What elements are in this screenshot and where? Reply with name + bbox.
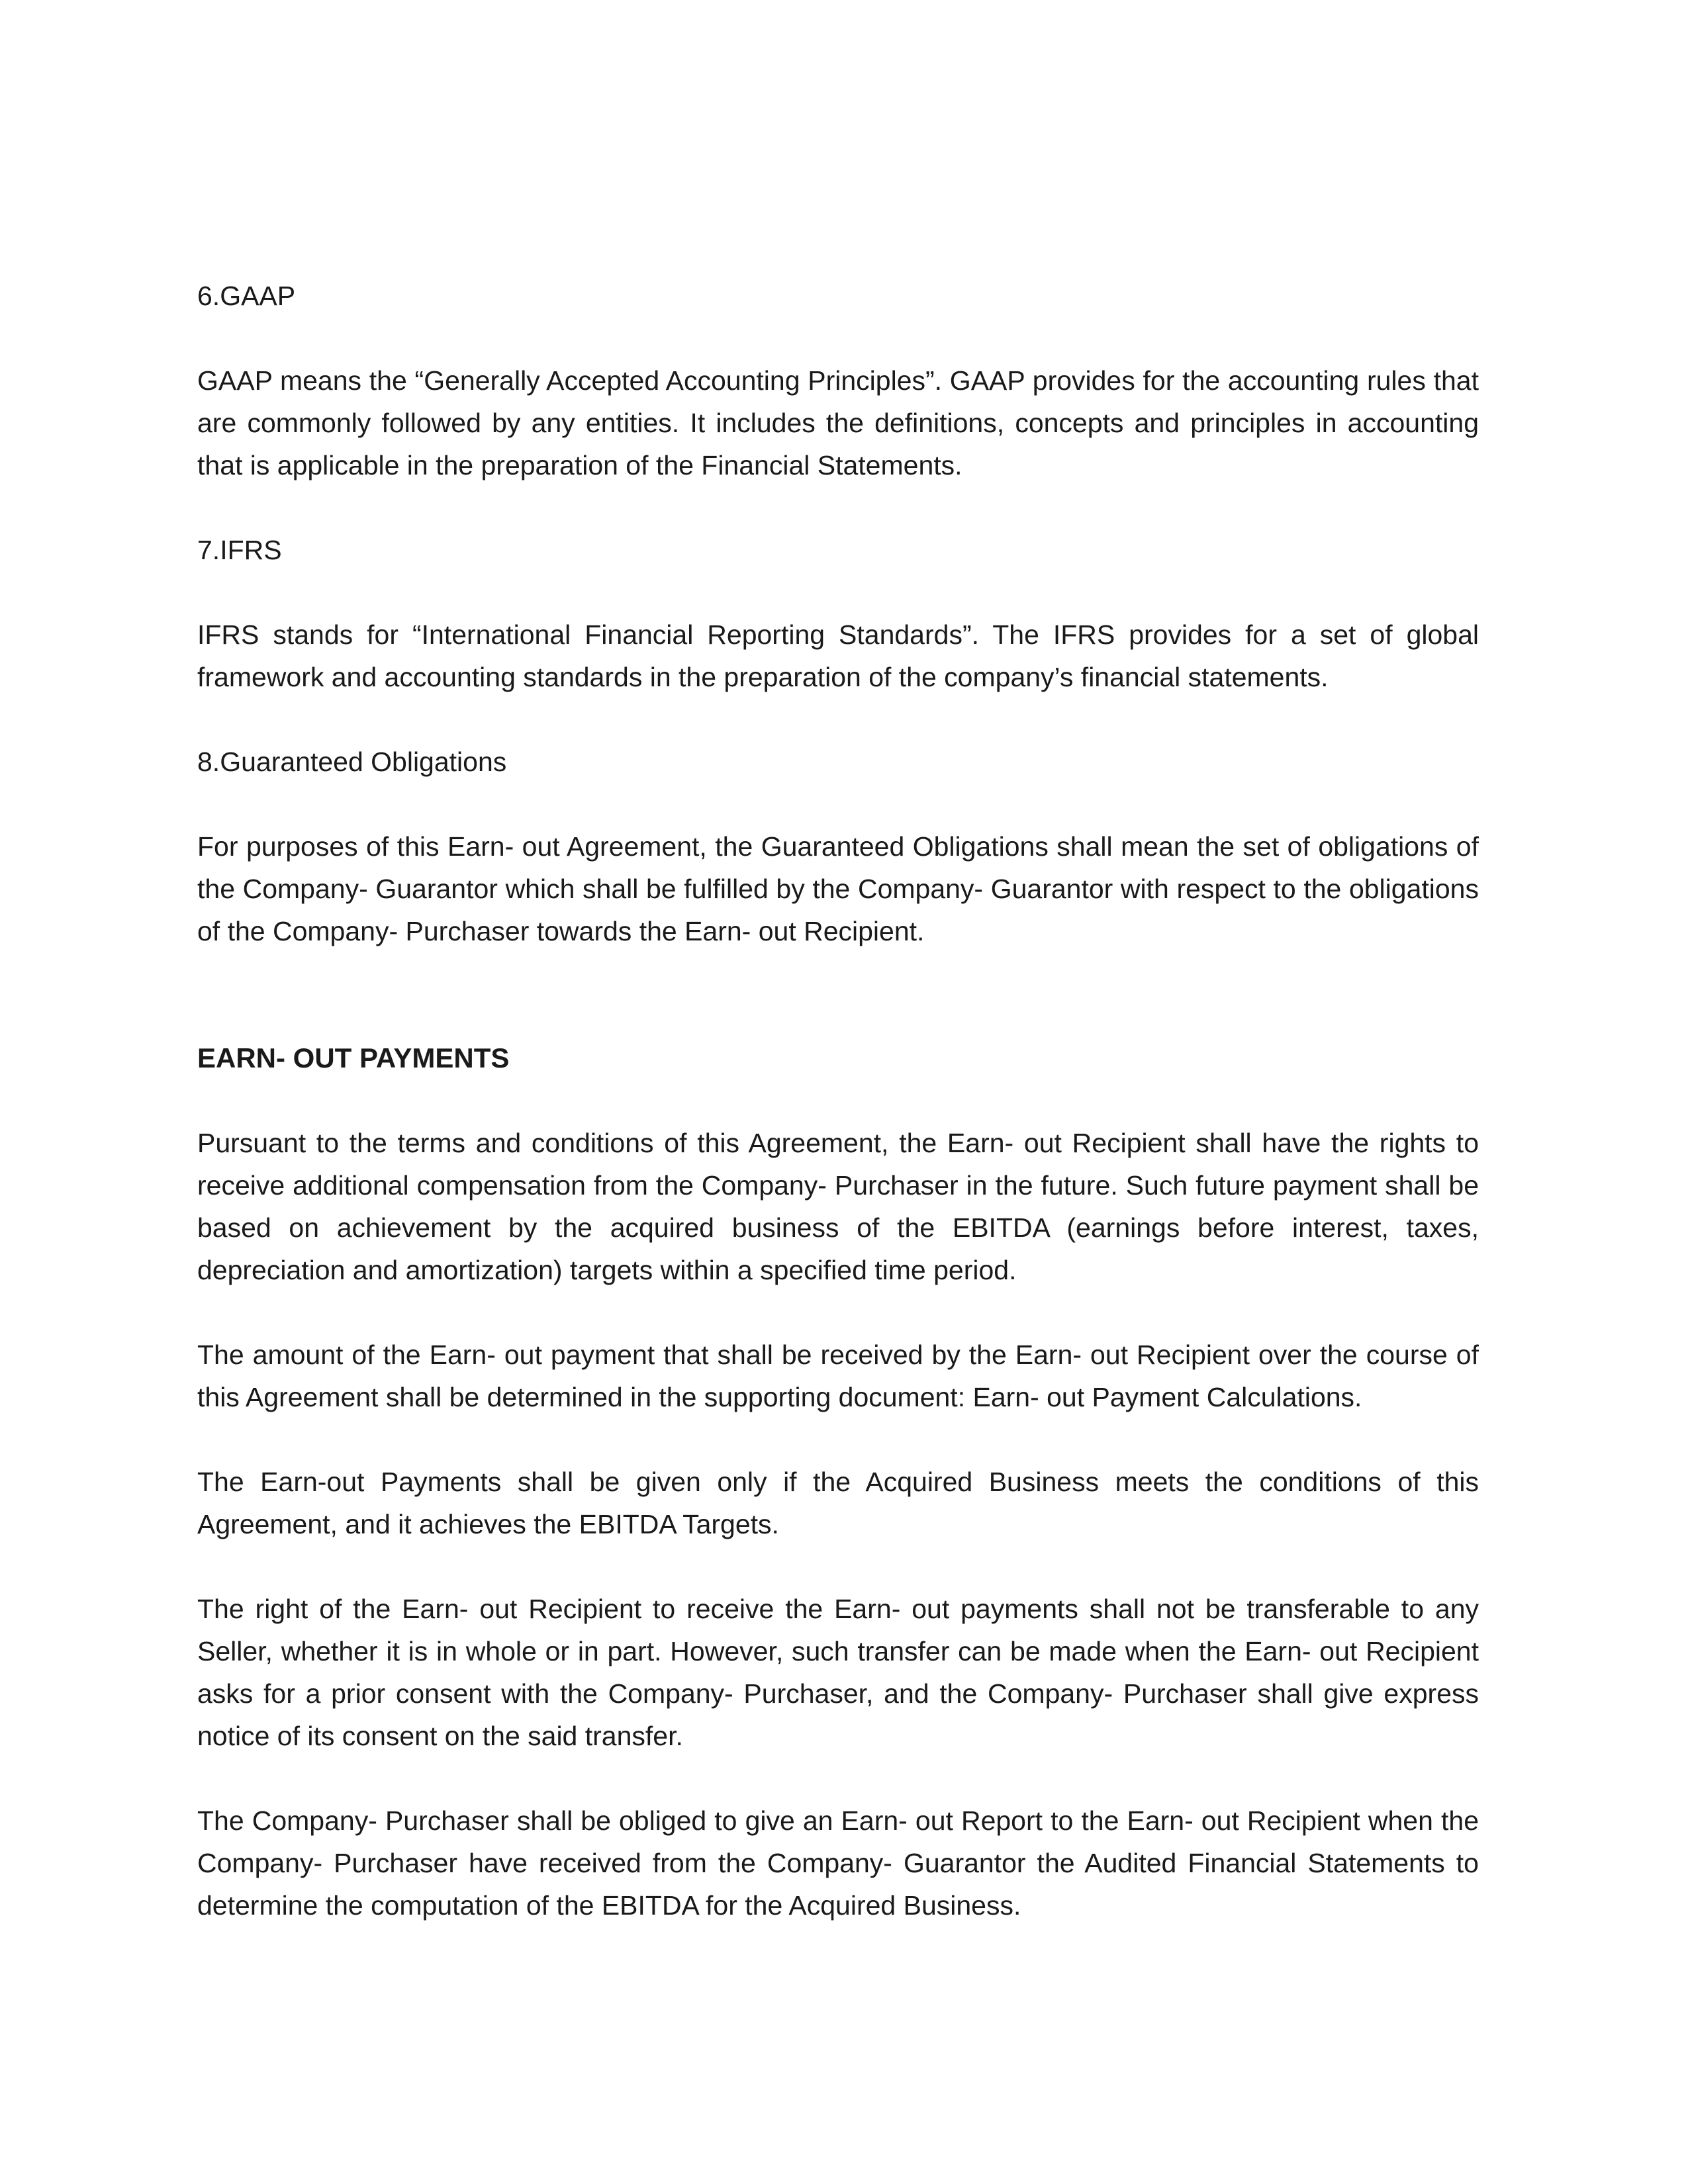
definition-guaranteed-obligations: [197, 741, 1479, 952]
section-paragraph: Pursuant to the terms and conditions of this Agreement, the Earn- out Recipient shall have the rights to receive additional compensation from the Company- Purchaser in the future. Such future payment shall be based on achievement by the acquired business of the EBITDA (earnings before interest, taxes, depreciation and amortization) targets within a specified time period.: [197, 1128, 1479, 1285]
section-paragraph: The right of the Earn- out Recipient to receive the Earn- out payments shall not be transferable to any Seller, whether it is in whole or in part. However, such transfer can be made when the Earn- out Recipient asks for a prior consent with the Company- Purchaser, and the Company- Purchaser shall give express notice of its consent on the said transfer.: [197, 1594, 1479, 1751]
section-heading: EARN- OUT PAYMENTS: [197, 1042, 510, 1073]
section-paragraph: The Earn-out Payments shall be given only if the Acquired Business meets the conditions of this Agreement, and it achieves the EBITDA Targets.: [197, 1467, 1479, 1539]
definition-title: 7.IFRS: [197, 535, 282, 565]
definition-body: IFRS stands for “International Financial Reporting Standards”. The IFRS provides for a set of global framework and accounting standards in the preparation of the company’s financial statements.: [197, 619, 1479, 692]
definition-body: GAAP means the “Generally Accepted Accounting Principles”. GAAP provides for the accounting rules that are commonly followed by any entities. It includes the definitions, concepts and principles in accounting that is applicable in the preparation of the Financial Statements.: [197, 365, 1479, 480]
section-paragraph: The amount of the Earn- out payment that shall be received by the Earn- out Recipient over the course of this Agreement shall be determined in the supporting document: Earn- out Payment Calculations.: [197, 1340, 1479, 1412]
definition-title: 6.GAAP: [197, 281, 296, 311]
section-paragraph: The Company- Purchaser shall be obliged to give an Earn- out Report to the Earn- out Recipient when the Company- Purchaser have received from the Company- Guarantor the Audited Financial Statements to determine the computation of the EBITDA for the Acquired Business.: [197, 1805, 1479, 1921]
document-page: [197, 275, 1479, 1927]
definition-gaap: [197, 275, 1479, 486]
definition-ifrs: [197, 529, 1479, 698]
earn-out-payments-section: [197, 1037, 1479, 1927]
definition-body: For purposes of this Earn- out Agreement, the Guaranteed Obligations shall mean the set of obligations of the Company- Guarantor which shall be fulfilled by the Company- Guarantor with respect to the obligations of the Company- Purchaser towards the Earn- out Recipient.: [197, 831, 1479, 946]
definition-title: 8.Guaranteed Obligations: [197, 747, 507, 777]
